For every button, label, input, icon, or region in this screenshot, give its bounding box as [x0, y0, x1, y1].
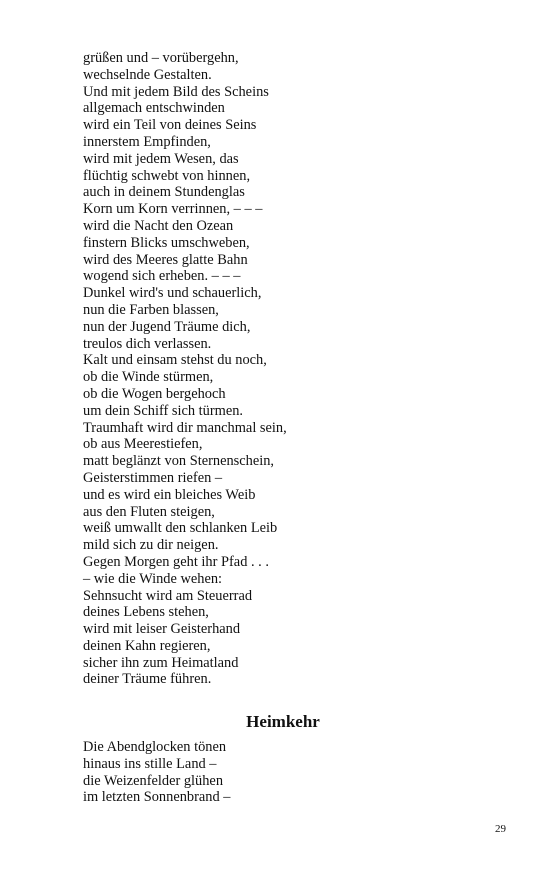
poem-heimkehr: [83, 739, 483, 806]
poem-line: deinen Kahn regieren,: [83, 637, 211, 654]
poem-line: sicher ihn zum Heimatland: [83, 654, 239, 671]
poem-title: Heimkehr: [246, 712, 320, 731]
poem-line: wird die Nacht den Ozean: [83, 217, 234, 234]
poem-line: Geisterstimmen riefen –: [83, 469, 223, 486]
poem-line: wechselnde Gestalten.: [83, 66, 212, 83]
poem-line: mild sich zu dir neigen.: [83, 537, 219, 554]
poem-line: matt beglänzt von Sternenschein,: [83, 453, 275, 470]
poem-line: Sehnsucht wird am Steuerrad: [83, 587, 253, 604]
poem-line: wird mit leiser Geisterhand: [83, 621, 241, 638]
poem-line: Kalt und einsam stehst du noch,: [83, 352, 267, 369]
poem-line: weiß umwallt den schlanken Leib: [83, 520, 278, 537]
poem-line: ob aus Meerestiefen,: [83, 436, 203, 453]
poem-line: um dein Schiff sich türmen.: [83, 402, 244, 419]
poem-line: Dunkel wird's und schauerlich,: [83, 285, 262, 302]
poem-line: Traumhaft wird dir manchmal sein,: [83, 419, 287, 436]
poem-line: nun der Jugend Träume dich,: [83, 318, 251, 335]
poem-line: Und mit jedem Bild des Scheins: [83, 83, 269, 100]
poem-line: die Weizenfelder glühen: [83, 772, 224, 789]
poem-line: deiner Träume führen.: [83, 671, 212, 688]
poem-continuation: [83, 50, 483, 688]
poem-line: wird des Meeres glatte Bahn: [83, 251, 248, 268]
poem-line: finstern Blicks umschweben,: [83, 234, 250, 251]
poem-line: flüchtig schwebt von hinnen,: [83, 167, 251, 184]
poem-line: und es wird ein bleiches Weib: [83, 486, 256, 503]
poem-line: auch in deinem Stundenglas: [83, 184, 245, 201]
poem-line: ob die Wogen bergehoch: [83, 385, 226, 402]
poem-line: nun die Farben blassen,: [83, 301, 219, 318]
poem-line: treulos dich verlassen.: [83, 335, 212, 352]
poem-line: Gegen Morgen geht ihr Pfad . . .: [83, 553, 269, 570]
poem-line: aus den Fluten steigen,: [83, 503, 215, 520]
page-number: 29: [495, 823, 506, 835]
poem-line: wogend sich erheben. – – –: [83, 268, 241, 285]
poem-line: allgemach entschwinden: [83, 100, 225, 117]
poem-line: wird mit jedem Wesen, das: [83, 150, 239, 167]
poem-line: hinaus ins stille Land –: [83, 755, 217, 772]
poem-line: wird ein Teil von deines Seins: [83, 117, 257, 134]
poem-line: – wie die Winde wehen:: [83, 570, 223, 587]
poem-line: innerstem Empfinden,: [83, 133, 211, 150]
poem-line: grüßen und – vorübergehn,: [83, 50, 239, 66]
poem-line: ob die Winde stürmen,: [83, 369, 214, 386]
poem-line: deines Lebens stehen,: [83, 604, 209, 621]
poem-line: im letzten Sonnenbrand –: [83, 789, 231, 806]
poem-line: Korn um Korn verrinnen, – – –: [83, 201, 263, 218]
poem-line: Die Abendglocken tönen: [83, 739, 227, 755]
